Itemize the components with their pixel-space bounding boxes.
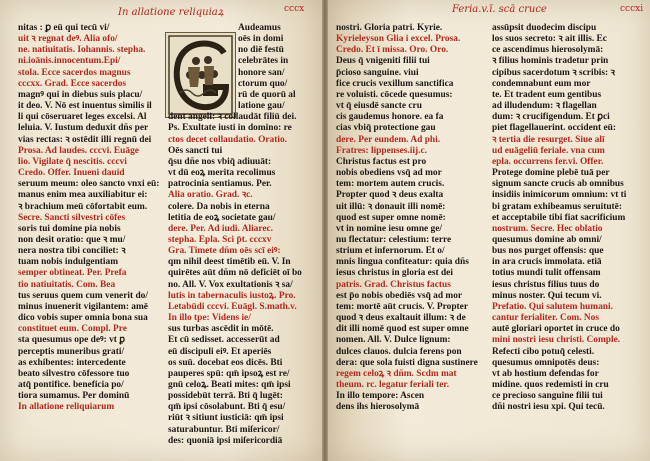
text-line: minus noster. Qui tecum vi. [492,290,602,301]
text-line: sus turbas ascēdit in mōtē. [168,324,274,335]
text-line: rū de quorū al [238,89,296,100]
text-line: Prosa. Ad laudes. cccvi. Euāge [18,145,139,156]
text-line: dens ihs hierosolymā [336,402,420,413]
text-line: no diē festū [238,45,284,56]
text-line: vt q̄ eiusdē sancte cru [336,101,422,112]
text-line: saturabuntur. Bti miſericor/ [168,424,280,435]
text-line: mini nostri iesu christi. Comple. [492,335,621,346]
text-line: Christus factus est pro [336,156,427,167]
text-line: magnꝰ qui in diebus suis placu/ [18,89,143,100]
text-line: insidiis inimicorum omnium: vt ti [492,190,627,201]
text-line: signum sancte crucis ab omnibus [492,179,624,190]
right-column-2 [492,23,635,413]
text-line: autē gloriari oportet in cruce do [492,324,620,335]
text-line: letitia de eoꝝ societate gau/ [168,212,276,223]
text-line: quirētes aūt dñm nō deficiēt oī bo [168,268,302,279]
text-line: riūt ꝛ sitiunt iusticiā: qm̄ ipsi [168,413,284,424]
text-line: perceptis muneribus grati/ [18,346,125,357]
text-line: cipibus sacerdotum ꝛ scribis: ꝛ [492,67,615,78]
text-line: tiora sumamus. Per dominū [18,391,130,402]
text-line: Gra. Timete dñm oēs scī eiꝰ: [168,246,281,257]
text-line: midine. quos redemisti in cru [492,380,609,390]
text-line: nobis obediens vsq̄ ad mor [336,168,442,179]
text-line: Letabūdi cccvi. Euāgl. S.math.v. [168,301,297,312]
text-line: los suos secreto: ꝛ ait illis. Ec [492,34,607,45]
text-line: Prefatio. Qui salutem humani. [492,301,613,312]
text-line: dent angeli: ꝛ collaudāt filiū dei. [168,112,297,123]
text-line: dere. Per. Ad iudi. Aliarec. [168,223,274,234]
text-line: dere. Per eundem. Ad phi. [336,134,441,145]
text-line: In allatione reliquiarum [18,402,115,413]
text-line: dit illi nomē quod est super omne [336,324,469,335]
text-line: vias rectas: ꝛ ostēdit illi regnū dei [18,134,152,145]
left-column-1 [18,23,161,413]
text-line: leluia. V. Iustum deduxit dñs per [18,123,149,134]
text-line: uit illū: ꝛ donauit illi nomē: [336,201,446,212]
text-line: Secre. Sancti silvestri cōfes [18,212,126,223]
text-line: lutis in tabernaculis iustoꝝ. Pro. [168,290,296,301]
text-line: os suū. docebat eos dicēs. Bti [168,357,283,368]
text-line: nu flectatur: celestium: terre [336,234,452,245]
right-folio: cccxi [620,4,644,14]
text-line: constituet eum. Compl. Pre [18,324,127,335]
text-line: ud euāgeliū feriale. vna cum [492,145,605,156]
text-line: cias vbiq̄ protectione gau [336,123,436,134]
text-line: vt ab hostium defendas for [492,368,599,379]
text-line: latione gau/ [238,101,285,112]
text-line: sta quesumus ope deꝰ: vt ꝑ [18,335,126,346]
text-line: Fratres: lippenses.iij.c. [336,145,427,156]
text-line: tio natiuitatis. Com. Bea [18,279,116,290]
text-line: nostrum. Secre. Hec oblatio [492,223,603,234]
text-line: ctos decet collaudatio. Oratio. [168,134,287,145]
text-line: iesus christus in gloria est dei [336,268,453,279]
text-line: tem: mortem autem crucis. [336,179,445,190]
text-line: re voluisti. cōcede quesumus: [336,89,453,100]
left-page [0,0,322,461]
right-column-1 [336,23,479,413]
text-line: ni.ioānis.innocentum.Epi/ [18,56,121,67]
text-line: semper obtineat. Per. Prefa [18,268,127,279]
text-line: stepha. Epla. Sci p̄t. cccxv [168,234,272,245]
left-column-2 [168,23,311,447]
text-line: regem celoꝝ ꝛ dñm. Scdm mat [336,368,457,379]
text-line: atq̄ pontifice. beneficia po/ [18,380,124,390]
left-folio: cccx [284,4,305,14]
text-line: ꝛ brachium meū cōfortabit eum. [18,201,148,212]
text-line: quesumus domine ab omni/ [492,234,602,245]
text-line: cccxx. Grad. Ecce sacerdos [18,78,127,89]
text-line: nostri. Gloria patri. Kyrie. [336,23,443,33]
text-line: pauperes spū: qm̄ ipsoꝝ est re/ [168,368,290,379]
text-line: possidebūt terrā. Bti q̄ lugēt: [168,391,283,402]
text-line: vt in nomine iesu omne ge/ [336,223,442,234]
text-line: qm nihil deest timētib eū. V. In [168,257,291,268]
text-line: patris. Grad. Christus factus [336,279,451,290]
text-line: lio. Vigilate q̄ nescitis. cccvi [18,156,127,167]
text-line: Credo. Et ī missa. Oro. Oro. [336,45,449,56]
text-line: dico vobis super omnia bona sua [18,313,148,324]
text-line: bi gratam exhibeamus seruitutē: [492,201,622,212]
text-line: Refecti cibo potuq̄ celesti. [492,346,595,357]
text-line: ce ascendimus hierosolymā: [492,45,604,56]
text-line: as exhibentes: intercedente [18,357,126,368]
text-line: epla. occurrens fer.vi. Offer. [492,156,604,167]
left-running-head: In allatione reliquiaꝝ [118,7,224,18]
right-page [328,0,650,461]
text-line: in ara crucis immolata. etiā [492,257,602,268]
text-line: eū discipuli eiꝰ. Et aperiēs [168,346,272,357]
text-line: In illo tpe: Videns ie/ [168,313,251,324]
text-line: qm̄ ipsi cōsolabunt. Bti q̄ esu/ [168,402,286,413]
text-line: dñi nostri iesu xpi. Qui tecū. [492,402,605,413]
text-line: iesus christus filius tuus do [492,279,600,290]
text-line: Kyrieleyson Glia i excel. Prosa. [336,34,461,45]
text-line: p̄cioso sanguine. viui [336,67,419,78]
text-line: vt dū eoꝝ merita recolimus [168,168,276,179]
text-line: theum. rc. legatur feriali ter. [336,380,450,390]
text-line: uit ꝛ regnat deꝰ. Alia ofo/ [18,34,118,45]
text-line: tem: mortē aūt crucis. V. Propter [336,301,468,312]
text-line: ctorum quo/ [238,78,288,89]
text-line: seruum meum: oleo sancto vnxi eū: [18,179,160,190]
text-line: ꝛ tertia die resurget. Siue alī [492,134,605,145]
text-line: manus enim mea auxiliabitur ei: [18,190,148,201]
text-line: nitas : ꝑ eū qui tecū vi/ [18,23,110,33]
text-line: des: quoniā ipsi miſericordiā [168,435,283,446]
right-running-head: Feria.v.ī. scā cruce [452,4,547,15]
text-line: Audeamus [238,23,281,33]
text-line: In illo tempore: Ascen [336,391,425,402]
text-line: piet flagellauerint. occident eū: [492,123,616,134]
text-line: dulces clauos. dulcia ferens pon [336,346,462,357]
text-line: mnis lingua confiteatur: quia dñs [336,257,469,268]
text-line: bus nos purget offensis: que [492,246,604,257]
text-line: quod est super omne nomē: [336,212,446,223]
text-line: tus seruus quem cum venerit do/ [18,290,148,301]
text-line: ce precioso sanguine filii tui [492,391,603,402]
text-line: it deo. V. Nō est inuentus similis il [18,101,152,112]
text-line: Propter quod ꝛ deus exalta [336,190,444,201]
text-line: soris tui domine pia nobis [18,223,121,234]
text-line: q̄su dñe nos vbiq̄ adiuuāt: [168,156,272,167]
text-line: dum: ꝛ crucifigendum. Et ꝑci [492,112,610,123]
text-line: fice crucis vexillum sanctifica [336,78,454,89]
text-line: Et cū sedisset. accesserūt ad [168,335,280,346]
text-line: condemnabunt eum mor [492,78,591,89]
text-line: te. Et tradent eum gentibus [492,89,602,100]
text-line: Deus q̄ vnigeniti filii tui [336,56,430,67]
text-line: Protege domine plebē tuā per [492,168,610,179]
text-line: colere. Da nobis in eterna [168,201,270,212]
text-line: gnū celoꝝ. Beati mites: qm̄ ipsi [168,380,291,390]
text-line: Alia oratio. Grad. ꝛc. [168,190,253,201]
text-line: dera: que sola fuisti digna sustinere [336,357,478,368]
text-line: et acceptabile tibi fiat sacrificium [492,212,626,223]
text-line: quesumus omnipotēs deus: [492,357,600,368]
text-line: est p̄o nobis obediēs vsq̄ ad mor [336,290,463,301]
text-line: ꝛ filius hominis tradetur prin [492,56,609,67]
text-line: no. All. V. Vox exultationis ꝛ sa/ [168,279,293,290]
text-line: patrocinia sentiamus. Per. [168,179,272,190]
text-line: cantur ferialiter. Com. Nos [492,313,600,324]
text-line: ne. natiuitatis. Iohannis. stepha. [18,45,146,56]
text-line: cis gaudemus honore. ea fa [336,112,444,123]
text-line: ad illudendum: ꝛ flagellan [492,101,597,112]
text-line: non desit oratio: que ꝛ mu/ [18,234,126,245]
text-line: beato silvestro cōfessore tuo [18,368,130,379]
text-line: oēs in domi [238,34,284,45]
text-line: Oēs sancti tui [168,145,223,156]
text-line: nera nostra tibi conciliet: ꝛ [18,246,126,257]
text-line: strium et infernorum. Et o/ [336,246,445,257]
text-line: assūpsit duodecim discipu [492,23,597,33]
text-line: minus inuenerit vigilantem: amē [18,301,148,312]
text-line: stola. Ecce sacerdos magnus [18,67,131,78]
text-line: li qui cōseruaret leges excelsi. Al [18,112,147,123]
text-line: honore san/ [238,67,285,78]
text-line: Credo. Offer. Inueni dauid [18,168,125,179]
text-line: totius mundi tulit offensam [492,268,601,279]
text-line: celebrātes in [238,56,289,67]
text-line: quod ꝛ deus exaltauit illum: ꝛ de [336,313,466,324]
text-line: tuam nobis indulgentiam [18,257,119,268]
text-line: nomen. All. V. Dulce lignum: [336,335,451,346]
text-line: Ps. Exultate iusti in domino: re [168,123,292,134]
